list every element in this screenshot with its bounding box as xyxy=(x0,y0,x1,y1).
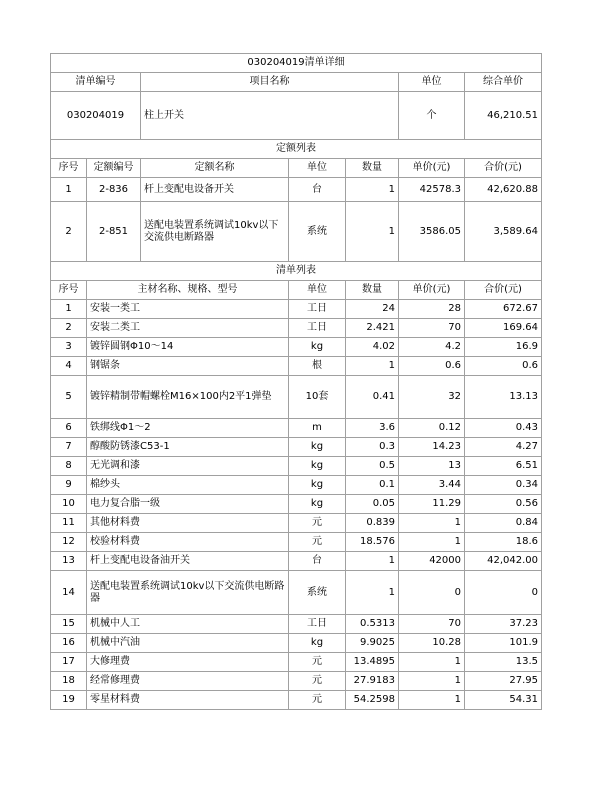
quota-col-name: 定额名称 xyxy=(141,159,289,178)
material-name: 经常修理费 xyxy=(87,672,289,691)
material-total: 101.9 xyxy=(465,634,542,653)
material-name: 其他材料费 xyxy=(87,514,289,533)
material-name: 钢锯条 xyxy=(87,357,289,376)
material-total: 0 xyxy=(465,571,542,615)
material-unit: 工日 xyxy=(289,300,346,319)
material-qty: 0.1 xyxy=(346,476,399,495)
quota-col-total: 合价(元) xyxy=(465,159,542,178)
material-row xyxy=(51,672,542,691)
quota-col-qty: 数量 xyxy=(346,159,399,178)
material-unit: kg xyxy=(289,476,346,495)
material-price: 0.6 xyxy=(399,357,465,376)
quota-unit: 台 xyxy=(289,178,346,202)
material-price: 4.2 xyxy=(399,338,465,357)
material-total: 37.23 xyxy=(465,615,542,634)
quota-code: 2-851 xyxy=(87,202,141,262)
material-row xyxy=(51,514,542,533)
material-total: 18.6 xyxy=(465,533,542,552)
item-price: 46,210.51 xyxy=(465,92,542,140)
material-qty: 0.5 xyxy=(346,457,399,476)
material-name: 安装一类工 xyxy=(87,300,289,319)
material-row xyxy=(51,457,542,476)
material-qty: 1 xyxy=(346,571,399,615)
material-unit: 系统 xyxy=(289,571,346,615)
material-price: 0 xyxy=(399,571,465,615)
material-no: 10 xyxy=(51,495,87,514)
material-row xyxy=(51,476,542,495)
material-total: 0.34 xyxy=(465,476,542,495)
material-no: 18 xyxy=(51,672,87,691)
material-total: 0.43 xyxy=(465,419,542,438)
material-total: 4.27 xyxy=(465,438,542,457)
material-qty: 0.5313 xyxy=(346,615,399,634)
material-row xyxy=(51,634,542,653)
material-price: 10.28 xyxy=(399,634,465,653)
material-price: 14.23 xyxy=(399,438,465,457)
quota-row xyxy=(51,202,542,262)
header-name: 项目名称 xyxy=(141,73,399,92)
material-qty: 0.3 xyxy=(346,438,399,457)
quota-price: 42578.3 xyxy=(399,178,465,202)
material-unit: 10套 xyxy=(289,376,346,419)
material-name: 零星材料费 xyxy=(87,691,289,710)
mat-col-price: 单价(元) xyxy=(399,281,465,300)
material-unit: 元 xyxy=(289,691,346,710)
material-no: 19 xyxy=(51,691,87,710)
material-row xyxy=(51,338,542,357)
quota-col-no: 序号 xyxy=(51,159,87,178)
material-name: 安装二类工 xyxy=(87,319,289,338)
material-total: 672.67 xyxy=(465,300,542,319)
material-name: 无光调和漆 xyxy=(87,457,289,476)
material-total: 13.5 xyxy=(465,653,542,672)
quota-no: 2 xyxy=(51,202,87,262)
material-name: 醇酸防锈漆C53-1 xyxy=(87,438,289,457)
header-price: 综合单价 xyxy=(465,73,542,92)
material-qty: 0.839 xyxy=(346,514,399,533)
materials-section-title: 清单列表 xyxy=(51,262,542,281)
material-no: 13 xyxy=(51,552,87,571)
material-price: 0.12 xyxy=(399,419,465,438)
material-row xyxy=(51,300,542,319)
material-unit: kg xyxy=(289,634,346,653)
material-unit: kg xyxy=(289,438,346,457)
material-no: 6 xyxy=(51,419,87,438)
material-row xyxy=(51,357,542,376)
material-row xyxy=(51,319,542,338)
quota-section-title: 定额列表 xyxy=(51,140,542,159)
material-qty: 1 xyxy=(346,552,399,571)
material-qty: 9.9025 xyxy=(346,634,399,653)
quota-col-code: 定额编号 xyxy=(87,159,141,178)
material-row xyxy=(51,571,542,615)
material-no: 11 xyxy=(51,514,87,533)
material-row xyxy=(51,419,542,438)
quota-name: 杆上变配电设备开关 xyxy=(141,178,289,202)
mat-col-qty: 数量 xyxy=(346,281,399,300)
material-qty: 13.4895 xyxy=(346,653,399,672)
material-price: 70 xyxy=(399,319,465,338)
material-total: 27.95 xyxy=(465,672,542,691)
mat-col-name: 主材名称、规格、型号 xyxy=(87,281,289,300)
material-price: 42000 xyxy=(399,552,465,571)
material-unit: 元 xyxy=(289,514,346,533)
material-qty: 24 xyxy=(346,300,399,319)
material-name: 棉纱头 xyxy=(87,476,289,495)
material-row xyxy=(51,552,542,571)
material-row xyxy=(51,376,542,419)
material-price: 28 xyxy=(399,300,465,319)
item-code: 030204019 xyxy=(51,92,141,140)
material-price: 32 xyxy=(399,376,465,419)
material-qty: 27.9183 xyxy=(346,672,399,691)
material-unit: 根 xyxy=(289,357,346,376)
material-qty: 3.6 xyxy=(346,419,399,438)
material-unit: 工日 xyxy=(289,615,346,634)
material-no: 1 xyxy=(51,300,87,319)
bill-detail-table xyxy=(50,53,542,710)
material-row xyxy=(51,533,542,552)
material-total: 42,042.00 xyxy=(465,552,542,571)
quota-qty: 1 xyxy=(346,202,399,262)
material-name: 机械中人工 xyxy=(87,615,289,634)
material-no: 15 xyxy=(51,615,87,634)
header-code: 清单编号 xyxy=(51,73,141,92)
header-unit: 单位 xyxy=(399,73,465,92)
mat-col-total: 合价(元) xyxy=(465,281,542,300)
quota-row xyxy=(51,178,542,202)
material-row xyxy=(51,691,542,710)
quota-name: 送配电装置系统调试10kv以下交流供电断路器 xyxy=(141,202,289,262)
material-name: 电力复合脂一级 xyxy=(87,495,289,514)
material-price: 70 xyxy=(399,615,465,634)
material-total: 13.13 xyxy=(465,376,542,419)
material-price: 1 xyxy=(399,533,465,552)
material-row xyxy=(51,615,542,634)
material-no: 2 xyxy=(51,319,87,338)
material-unit: 元 xyxy=(289,672,346,691)
material-qty: 54.2598 xyxy=(346,691,399,710)
material-no: 14 xyxy=(51,571,87,615)
material-qty: 0.41 xyxy=(346,376,399,419)
quota-col-unit: 单位 xyxy=(289,159,346,178)
material-name: 镀锌圆钢Φ10～14 xyxy=(87,338,289,357)
material-price: 1 xyxy=(399,691,465,710)
material-price: 3.44 xyxy=(399,476,465,495)
material-unit: m xyxy=(289,419,346,438)
material-name: 杆上变配电设备油开关 xyxy=(87,552,289,571)
material-no: 17 xyxy=(51,653,87,672)
quota-price: 3586.05 xyxy=(399,202,465,262)
material-price: 1 xyxy=(399,514,465,533)
material-row xyxy=(51,653,542,672)
material-price: 13 xyxy=(399,457,465,476)
material-total: 0.6 xyxy=(465,357,542,376)
material-qty: 18.576 xyxy=(346,533,399,552)
material-qty: 1 xyxy=(346,357,399,376)
material-qty: 4.02 xyxy=(346,338,399,357)
material-unit: kg xyxy=(289,495,346,514)
material-price: 1 xyxy=(399,653,465,672)
quota-code: 2-836 xyxy=(87,178,141,202)
material-total: 0.84 xyxy=(465,514,542,533)
material-unit: kg xyxy=(289,457,346,476)
material-unit: 台 xyxy=(289,552,346,571)
material-total: 6.51 xyxy=(465,457,542,476)
material-name: 镀锌精制带帽螺栓M16×100内2平1弹垫 xyxy=(87,376,289,419)
material-unit: 工日 xyxy=(289,319,346,338)
item-name: 柱上开关 xyxy=(141,92,399,140)
material-no: 3 xyxy=(51,338,87,357)
material-unit: kg xyxy=(289,338,346,357)
quota-col-price: 单价(元) xyxy=(399,159,465,178)
material-name: 机械中汽油 xyxy=(87,634,289,653)
quota-qty: 1 xyxy=(346,178,399,202)
table-title: 030204019清单详细 xyxy=(51,54,542,73)
material-total: 54.31 xyxy=(465,691,542,710)
material-name: 铁绑线Φ1～2 xyxy=(87,419,289,438)
material-row xyxy=(51,495,542,514)
item-unit: 个 xyxy=(399,92,465,140)
material-no: 12 xyxy=(51,533,87,552)
material-no: 8 xyxy=(51,457,87,476)
material-total: 16.9 xyxy=(465,338,542,357)
material-unit: 元 xyxy=(289,653,346,672)
material-qty: 2.421 xyxy=(346,319,399,338)
material-no: 7 xyxy=(51,438,87,457)
material-price: 1 xyxy=(399,672,465,691)
quota-unit: 系统 xyxy=(289,202,346,262)
material-no: 9 xyxy=(51,476,87,495)
material-no: 5 xyxy=(51,376,87,419)
quota-total: 42,620.88 xyxy=(465,178,542,202)
material-total: 0.56 xyxy=(465,495,542,514)
material-name: 送配电装置系统调试10kv以下交流供电断路器 xyxy=(87,571,289,615)
mat-col-unit: 单位 xyxy=(289,281,346,300)
material-name: 大修理费 xyxy=(87,653,289,672)
material-total: 169.64 xyxy=(465,319,542,338)
material-unit: 元 xyxy=(289,533,346,552)
material-qty: 0.05 xyxy=(346,495,399,514)
material-price: 11.29 xyxy=(399,495,465,514)
material-no: 16 xyxy=(51,634,87,653)
quota-total: 3,589.64 xyxy=(465,202,542,262)
mat-col-no: 序号 xyxy=(51,281,87,300)
quota-no: 1 xyxy=(51,178,87,202)
material-row xyxy=(51,438,542,457)
material-no: 4 xyxy=(51,357,87,376)
material-name: 校验材料费 xyxy=(87,533,289,552)
